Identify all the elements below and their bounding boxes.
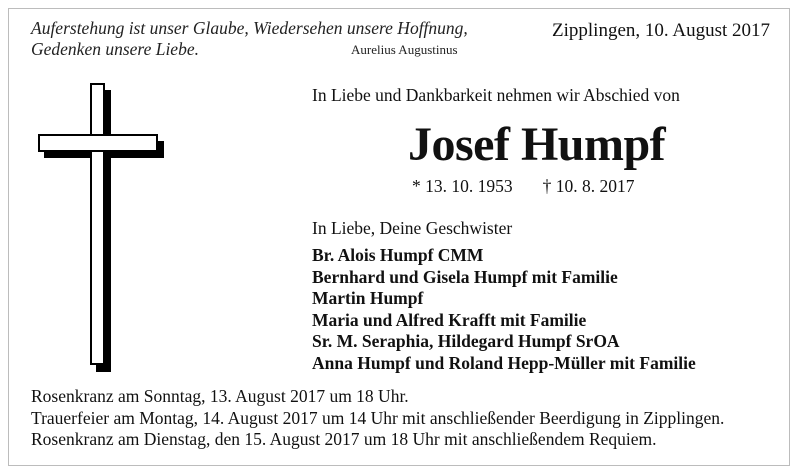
mourner: Br. Alois Humpf CMM	[312, 245, 484, 265]
mourner: Anna Humpf und Roland Hepp-Müller mit Familie	[312, 352, 696, 373]
service-schedule	[31, 386, 724, 451]
motto-line: Auferstehung ist unser Glaube, Wiedersehen unsere Hoffnung,	[31, 18, 468, 38]
latin-cross-icon	[36, 82, 168, 372]
service-line: Rosenkranz am Dienstag, den 15. August 2017 um 18 Uhr mit anschließendem Requiem.	[31, 429, 657, 449]
place-date: Zipplingen, 10. August 2017	[552, 20, 770, 41]
service-line: Trauerfeier am Montag, 14. August 2017 um 14 Uhr mit anschließender Beerdigung in Zipplingen.	[31, 407, 725, 428]
quote-attribution: Aurelius Augustinus	[351, 42, 458, 57]
life-dates	[412, 176, 635, 197]
mourner: Maria und Alfred Krafft mit Familie	[312, 309, 587, 330]
mourner: Sr. M. Seraphia, Hildegard Humpf SrOA	[312, 331, 620, 351]
farewell-intro: In Liebe und Dankbarkeit nehmen wir Abschied von	[312, 85, 680, 105]
deceased-name: Josef Humpf	[408, 118, 666, 171]
mourners-list	[312, 245, 696, 374]
signoff: In Liebe, Deine Geschwister	[312, 218, 513, 238]
mourner: Martin Humpf	[312, 288, 424, 308]
death-date: † 10. 8. 2017	[542, 176, 635, 196]
birth-date: * 13. 10. 1953	[412, 176, 513, 196]
motto-line: Gedenken unsere Liebe.	[31, 39, 199, 59]
service-line: Rosenkranz am Sonntag, 13. August 2017 um 18 Uhr.	[31, 386, 409, 406]
mourner: Bernhard und Gisela Humpf mit Familie	[312, 266, 618, 287]
